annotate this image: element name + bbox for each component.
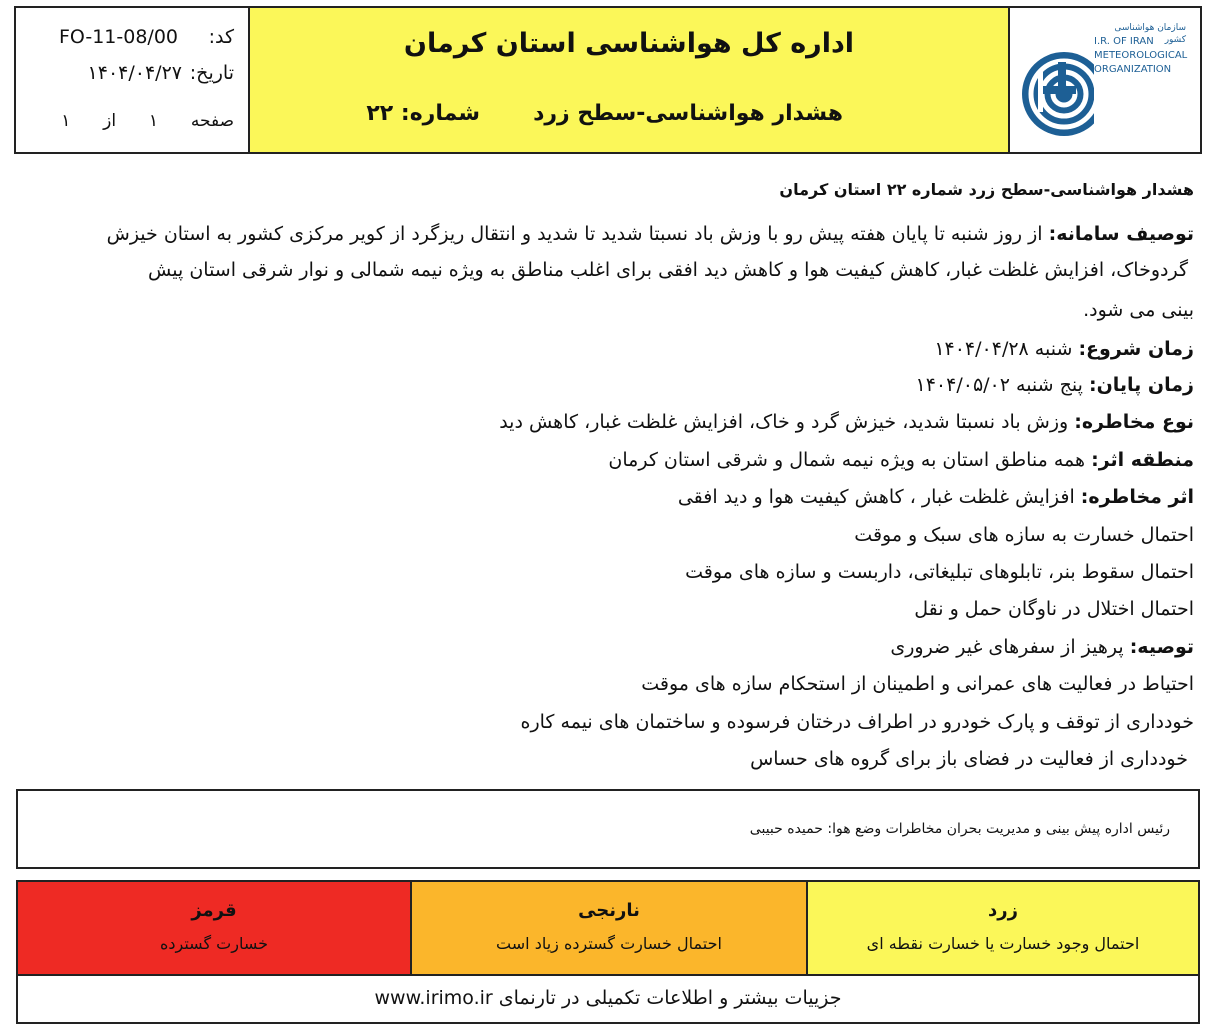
legend-orange-desc: احتمال خسارت گسترده زیاد است [496,934,722,953]
hazard-effect-line-3: احتمال سقوط بنر، تابلوهای تبلیغاتی، داربست و سازه های موقت [685,561,1194,583]
code-row [58,26,234,48]
system-description-line [107,221,1194,247]
legend-red-title: قرمز [191,900,237,921]
warning-number: شماره: ۲۲ [366,101,480,126]
legend-red [18,882,410,974]
system-label: توصیف سامانه: [1048,223,1194,245]
document-header [14,6,1202,154]
hazard-effect-line-4: احتمال اختلال در ناوگان حمل و نقل [914,598,1194,620]
meteorological-organization-logo-icon [1018,16,1094,140]
page-label: صفحه [190,111,234,131]
title-cell [248,8,1008,152]
footer-website-line: جزییات بیشتر و اطلاعات تکمیلی در تارنمای www.irimo.ir [18,974,1198,1022]
logo-line2: METEOROLOGICAL [1094,50,1188,61]
logo-persian-text: سازمان هواشناسی کشور [1114,23,1186,45]
system-text-3: بینی می شود. [1083,299,1194,321]
hazard-type-line [499,409,1194,435]
code-label: کد: [208,26,234,48]
start-label: زمان شروع: [1078,338,1194,360]
legend-orange-title: نارنجی [578,900,640,921]
advice-line-4: خودداری از فعالیت در فضای باز برای گروه های حساس [750,748,1188,770]
logo-line1: I.R. OF IRAN [1094,36,1154,47]
warning-level-legend [16,880,1200,1024]
impact-area-label: منطقه اثر: [1091,449,1194,471]
end-label: زمان پایان: [1088,374,1194,396]
hazard-effect-line [678,484,1194,510]
system-text-2: گردوخاک، افزایش غلظت غبار، کاهش کیفیت هوا و کاهش دید افقی برای اغلب مناطق به ویژه نیمه شمالی و نوار شرقی استان پیش [148,259,1188,281]
legend-yellow-desc: احتمال وجود خسارت یا خسارت نقطه ای [866,934,1140,953]
signature-box [16,789,1200,869]
end-value: پنج شنبه ۱۴۰۴/۰۵/۰۲ [915,374,1083,396]
date-row [87,62,234,84]
code-value: FO-11-08/00 [58,26,178,48]
logo-cell [1008,8,1200,152]
page-of-label: از [103,111,117,131]
page-total: ۱ [61,111,71,131]
advice-line-3: خودداری از توقف و پارک خودرو در اطراف درختان فرسوده و ساختمان های نیمه کاره [520,711,1194,733]
advice-value: پرهیز از سفرهای غیر ضروری [890,636,1124,658]
advice-label: توصیه: [1129,636,1194,658]
hazard-type-value: وزش باد نسبتا شدید، خیزش گرد و خاک، افزایش غلظت غبار، کاهش دید [499,411,1069,433]
organization-title: اداره کل هواشناسی استان کرمان [403,28,855,59]
hazard-effect-value: افزایش غلظت غبار ، کاهش کیفیت هوا و دید افقی [677,486,1075,508]
signature-text: رئیس اداره پیش بینی و مدیریت بحران مخاطرات وضع هوا: حمیده حبیبی [749,821,1170,837]
impact-area-line [608,447,1194,473]
hazard-effect-label: اثر مخاطره: [1080,486,1194,508]
hazard-type-label: نوع مخاطره: [1074,411,1194,433]
end-time-line [916,372,1194,398]
advice-line [890,634,1194,660]
page-row [61,111,234,131]
page-number: ۱ [148,111,159,131]
date-value: ۱۴۰۴/۰۴/۲۷ [87,62,182,84]
section-title: هشدار هواشناسی-سطح زرد شماره ۲۲ استان کرمان [779,180,1194,199]
advice-line-2: احتیاط در فعالیت های عمرانی و اطمینان از استحکام سازه های موقت [641,673,1194,695]
legend-yellow [806,882,1198,974]
legend-yellow-title: زرد [988,900,1018,921]
impact-area-value: همه مناطق استان به ویژه نیمه شمال و شرقی استان کرمان [608,449,1086,471]
warning-title: هشدار هواشناسی-سطح زرد [533,101,843,126]
code-cell [16,8,248,152]
legend-orange [410,882,806,974]
logo-line3: ORGANIZATION [1094,64,1172,75]
legend-red-desc: خسارت گسترده [160,934,268,953]
start-time-line [934,336,1194,362]
hazard-effect-line-2: احتمال خسارت به سازه های سبک و موقت [854,524,1194,546]
system-text-1: از روز شنبه تا پایان هفته پیش رو با وزش باد نسبتا شدید تا شدید و انتقال ریزگرد از کویر مرکزی کشور به استان خیزش [106,223,1043,245]
start-value: شنبه ۱۴۰۴/۰۴/۲۸ [934,338,1073,360]
date-label: تاریخ: [189,62,234,84]
